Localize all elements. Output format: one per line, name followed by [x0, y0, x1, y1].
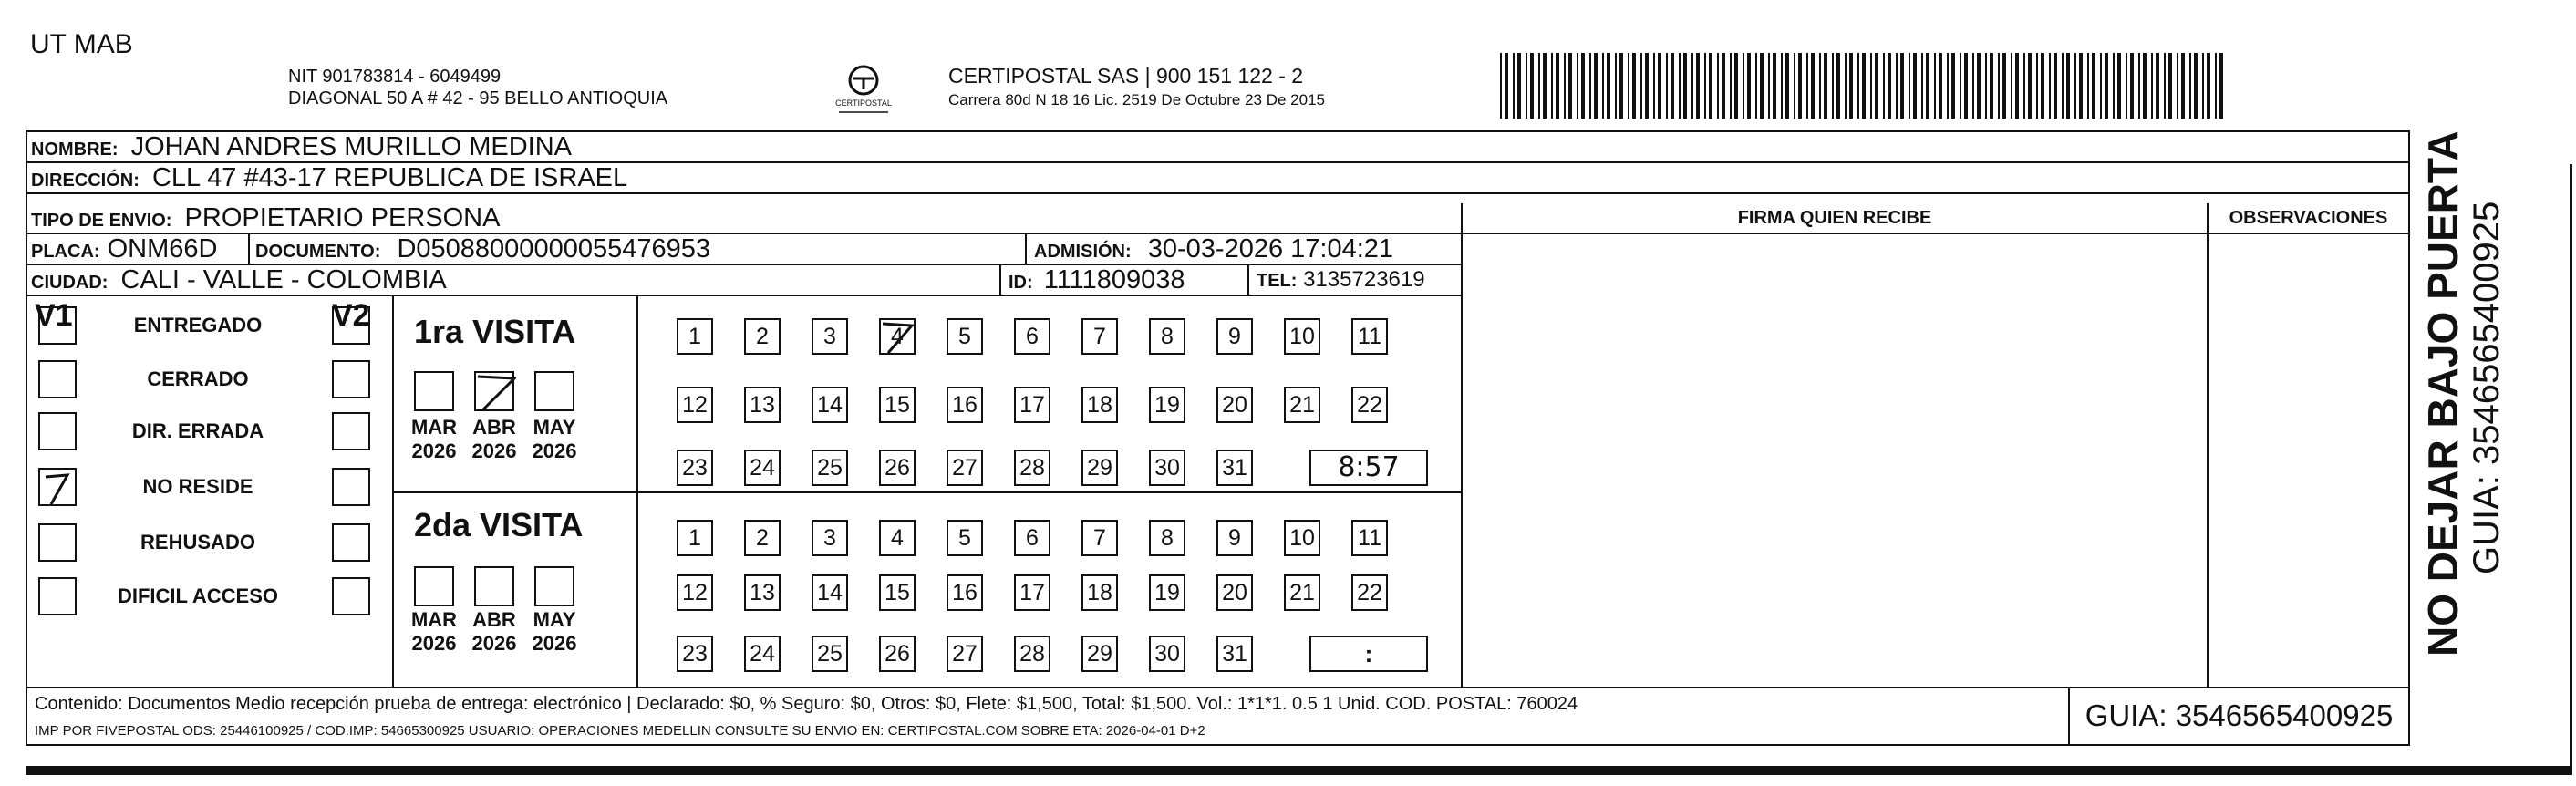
barcode-bar — [2105, 53, 2108, 119]
nombre-value: JOHAN ANDRES MURILLO MEDINA — [130, 132, 573, 161]
barcode-bar — [1934, 53, 1936, 119]
v2-checkbox[interactable] — [332, 360, 370, 398]
barcode-bar — [2113, 53, 2115, 119]
divider — [1247, 265, 1249, 296]
day-box[interactable]: 20 — [1216, 387, 1253, 423]
day-box[interactable]: 12 — [677, 574, 713, 611]
barcode-bar — [1538, 53, 1540, 119]
barcode-bar — [1556, 53, 1559, 119]
barcode-bar — [1857, 53, 1859, 119]
barcode-bar — [2181, 53, 2185, 119]
day-box[interactable]: 4 — [879, 318, 916, 355]
barcode-bar — [1977, 53, 1981, 119]
day-box[interactable]: 4 — [879, 520, 916, 556]
barcode-bar — [1888, 53, 1891, 119]
month-label: ABR 2026 — [471, 608, 517, 655]
barcode-bar — [2002, 53, 2006, 119]
nombre-label: NOMBRE: — [31, 140, 119, 160]
v2-checkbox[interactable] — [332, 523, 370, 562]
barcode-bar — [1926, 53, 1929, 119]
barcode-bar — [2074, 53, 2076, 119]
checkmark-icon — [879, 318, 916, 355]
status-label: ENTREGADO — [133, 314, 263, 336]
barcode-bar — [1875, 53, 1878, 119]
barcode-bar — [1798, 53, 1802, 119]
admision-cell — [1027, 234, 1393, 265]
barcode-bar — [1722, 53, 1725, 119]
placa-label: PLACA: — [31, 242, 100, 262]
company-address: DIAGONAL 50 A # 42 - 95 BELLO ANTIOQUIA — [288, 88, 668, 109]
day-box[interactable]: 20 — [1216, 574, 1253, 611]
barcode-bar — [1824, 53, 1827, 119]
row-nombre — [27, 132, 2408, 163]
barcode-bar — [1594, 53, 1598, 119]
barcode-bar — [2100, 53, 2102, 119]
status-label: CERRADO — [147, 367, 249, 390]
barcode-bar — [1896, 53, 1898, 119]
barcode-bar — [2036, 53, 2038, 119]
ciudad-value: CALI - VALLE - COLOMBIA — [120, 265, 447, 295]
checkmark-icon — [40, 470, 77, 506]
day-box[interactable]: 28 — [1014, 450, 1050, 486]
divider — [1025, 234, 1027, 265]
day-box[interactable]: 7 — [1081, 520, 1118, 556]
barcode-bar — [1755, 53, 1757, 119]
direccion-value: CLL 47 #43-17 REPUBLICA DE ISRAEL — [151, 163, 628, 192]
day-box[interactable]: 22 — [1351, 387, 1388, 423]
divider — [2207, 203, 2209, 687]
carrier-name: CERTIPOSTAL SAS | 900 151 122 - 2 — [948, 64, 1304, 88]
barcode-bar — [1666, 53, 1668, 119]
day-box[interactable]: 18 — [1081, 574, 1118, 611]
side-warning: NO DEJAR BAJO PUERTA — [2419, 130, 2467, 657]
day-box[interactable]: 5 — [947, 318, 983, 355]
barcode-bar — [1517, 53, 1521, 119]
barcode-bar — [1760, 53, 1764, 119]
barcode-bar — [2207, 53, 2210, 119]
v2-checkbox[interactable] — [332, 306, 370, 345]
second-visit-title: 2da VISITA — [414, 506, 584, 543]
barcode-bar — [1811, 53, 1815, 119]
v1-checkbox[interactable] — [38, 523, 77, 562]
day-box[interactable]: 24 — [744, 450, 781, 486]
v2-checkbox[interactable] — [332, 577, 370, 615]
v1-checkbox[interactable] — [38, 360, 77, 398]
barcode-bar — [1747, 53, 1751, 119]
month-checkbox[interactable] — [474, 371, 514, 411]
second-visit-time[interactable]: : — [1309, 636, 1428, 672]
barcode-bar — [1615, 53, 1617, 119]
v1-checkbox[interactable] — [38, 577, 77, 615]
barcode-bar — [1870, 53, 1872, 119]
barcode-bar — [1794, 53, 1795, 119]
barcode-bar — [1500, 53, 1502, 119]
barcode-bar — [2041, 53, 2044, 119]
day-box[interactable]: 13 — [744, 574, 781, 611]
barcode-bar — [1632, 53, 1636, 119]
day-box[interactable]: 3 — [812, 318, 848, 355]
barcode-bar — [1972, 53, 1974, 119]
v1-checkbox[interactable] — [38, 468, 77, 506]
barcode-bar — [1998, 53, 2000, 119]
month-checkbox[interactable] — [534, 566, 574, 606]
day-box[interactable]: 12 — [677, 387, 713, 423]
barcode-bar — [1730, 53, 1732, 119]
barcode-bar — [1564, 53, 1566, 119]
day-box[interactable]: 29 — [1081, 636, 1118, 672]
day-box[interactable]: 31 — [1216, 450, 1253, 486]
row-tipo — [27, 203, 1461, 234]
day-box[interactable]: 9 — [1216, 318, 1253, 355]
v2-checkbox[interactable] — [332, 412, 370, 450]
divider — [1461, 203, 1463, 687]
barcode-bar — [2168, 53, 2172, 119]
barcode-bar — [2202, 53, 2204, 119]
barcode-bar — [1845, 53, 1847, 119]
barcode-bar — [1819, 53, 1821, 119]
day-box[interactable]: 26 — [879, 450, 916, 486]
barcode-bar — [2062, 53, 2064, 119]
month-label: MAY 2026 — [532, 608, 577, 655]
day-box[interactable]: 16 — [947, 574, 983, 611]
admision-label: ADMISIÓN: — [1034, 242, 1132, 262]
tipo-label: TIPO DE ENVIO: — [31, 211, 172, 231]
documento-cell — [250, 234, 710, 265]
company-name: UT MAB — [30, 29, 133, 59]
barcode-bar — [1568, 53, 1572, 119]
divider — [27, 687, 2408, 688]
day-box[interactable]: 15 — [879, 574, 916, 611]
month-checkbox[interactable] — [474, 566, 514, 606]
barcode-bar — [1526, 53, 1527, 119]
day-box[interactable]: 25 — [812, 636, 848, 672]
day-box[interactable]: 23 — [677, 636, 713, 672]
observaciones-header: OBSERVACIONES — [2229, 208, 2388, 228]
day-box[interactable]: 5 — [947, 520, 983, 556]
barcode-bar — [1883, 53, 1885, 119]
barcode-bar — [1947, 53, 1949, 119]
day-box[interactable]: 31 — [1216, 636, 1253, 672]
status-label: NO RESIDE — [142, 475, 253, 498]
divider — [392, 491, 1461, 493]
divider — [248, 234, 250, 265]
direccion-label: DIRECCIÓN: — [31, 171, 140, 191]
day-box[interactable]: 9 — [1216, 520, 1253, 556]
month-label: ABR 2026 — [471, 416, 517, 462]
logo-lettering: CERTIPOSTAL — [835, 98, 892, 108]
certipostal-logo — [832, 64, 895, 117]
barcode-bar — [2126, 53, 2127, 119]
firma-header: FIRMA QUIEN RECIBE — [1737, 208, 1932, 228]
barcode-bar — [1909, 53, 1910, 119]
barcode-bar — [1785, 53, 1789, 119]
documento-value: D05088000000055476953 — [397, 234, 710, 264]
barcode-bar — [2049, 53, 2051, 119]
day-box[interactable]: 11 — [1351, 520, 1388, 556]
first-visit-time[interactable]: 8:57 — [1309, 450, 1428, 486]
barcode-bar — [1773, 53, 1776, 119]
day-box[interactable]: 22 — [1351, 574, 1388, 611]
barcode — [1500, 53, 2225, 119]
tel-label: TEL: — [1257, 271, 1298, 291]
id-cell — [1001, 265, 1185, 296]
status-label: REHUSADO — [140, 531, 255, 553]
barcode-bar — [2092, 53, 2095, 119]
day-box[interactable]: 13 — [744, 387, 781, 423]
day-box[interactable]: 30 — [1149, 450, 1185, 486]
barcode-bar — [1607, 53, 1610, 119]
tipo-value: PROPIETARIO PERSONA — [184, 203, 501, 233]
barcode-bar — [1900, 53, 1904, 119]
guide-form — [26, 130, 2410, 746]
day-box[interactable]: 2 — [744, 520, 781, 556]
barcode-bar — [2156, 53, 2159, 119]
barcode-bar — [2079, 53, 2083, 119]
barcode-bar — [1990, 53, 1993, 119]
day-box[interactable]: 6 — [1014, 318, 1050, 355]
barcode-bar — [1602, 53, 1604, 119]
day-box[interactable]: 7 — [1081, 318, 1118, 355]
barcode-bar — [1717, 53, 1719, 119]
month-checkbox[interactable] — [414, 371, 454, 411]
documento-label: DOCUMENTO: — [255, 242, 381, 262]
day-box[interactable]: 17 — [1014, 574, 1050, 611]
barcode-bar — [2011, 53, 2012, 119]
barcode-bar — [1806, 53, 1808, 119]
barcode-bar — [2054, 53, 2057, 119]
barcode-bar — [2117, 53, 2121, 119]
barcode-bar — [2015, 53, 2019, 119]
month-checkbox[interactable] — [534, 371, 574, 411]
row-direccion — [27, 163, 2408, 194]
admision-value: 30-03-2026 17:04:21 — [1147, 234, 1394, 264]
barcode-bar — [2189, 53, 2191, 119]
barcode-bar — [1691, 53, 1693, 119]
v1-checkbox[interactable] — [38, 412, 77, 450]
barcode-bar — [2219, 53, 2223, 119]
v2-title: V2 — [332, 298, 370, 333]
side-guia: GUIA: 3546565400925 — [2467, 201, 2507, 574]
day-box[interactable]: 15 — [879, 387, 916, 423]
day-box[interactable]: 11 — [1351, 318, 1388, 355]
day-box[interactable]: 19 — [1149, 387, 1185, 423]
barcode-bar — [1628, 53, 1629, 119]
barcode-bar — [2151, 53, 2153, 119]
month-checkbox[interactable] — [414, 566, 454, 606]
barcode-bar — [2130, 53, 2134, 119]
day-box[interactable]: 3 — [812, 520, 848, 556]
barcode-bar — [1832, 53, 1834, 119]
barcode-bar — [1921, 53, 1923, 119]
day-box[interactable]: 1 — [677, 520, 713, 556]
month-label: MAR 2026 — [410, 608, 458, 655]
barcode-bar — [1743, 53, 1744, 119]
day-box[interactable]: 21 — [1284, 387, 1320, 423]
first-visit-title: 1ra VISITA — [414, 313, 576, 350]
day-box[interactable]: 19 — [1149, 574, 1185, 611]
day-box[interactable]: 26 — [879, 636, 916, 672]
day-box[interactable]: 25 — [812, 450, 848, 486]
status-label: DIFICIL ACCESO — [117, 584, 278, 607]
v1-title: V1 — [35, 298, 73, 333]
day-box[interactable]: 1 — [677, 318, 713, 355]
day-box[interactable]: 21 — [1284, 574, 1320, 611]
carrier-license: Carrera 80d N 18 16 Lic. 2519 De Octubre 23 De 2015 — [948, 91, 1325, 109]
v1-checkbox[interactable] — [38, 306, 77, 345]
month-label: MAR 2026 — [410, 416, 458, 462]
barcode-bar — [1645, 53, 1649, 119]
v2-checkbox[interactable] — [332, 468, 370, 506]
barcode-bar — [1985, 53, 1987, 119]
barcode-bar — [1589, 53, 1591, 119]
barcode-bar — [1960, 53, 1961, 119]
day-box[interactable]: 24 — [744, 636, 781, 672]
tel-cell — [1249, 265, 1425, 296]
barcode-bar — [1551, 53, 1553, 119]
barcode-bar — [1939, 53, 1942, 119]
footer-content: Contenido: Documentos Medio recepción prueba de entrega: electrónico | Declarado: $0, % Seguro: $0, Otros: $0, Flete: $1,500, Total: $1,500. Vol.: 1*1*1. 0.5 1 Unid. COD. POSTAL: 760024 — [35, 694, 1578, 714]
tel-value: 3135723619 — [1303, 267, 1425, 292]
barcode-bar — [1704, 53, 1706, 119]
barcode-bar — [1679, 53, 1681, 119]
divider — [1461, 233, 2408, 234]
day-box[interactable]: 8 — [1149, 520, 1185, 556]
company-nit: NIT 901783814 - 6049499 — [288, 67, 502, 87]
barcode-bar — [1530, 53, 1534, 119]
barcode-bar — [1951, 53, 1955, 119]
barcode-bar — [1581, 53, 1585, 119]
day-box[interactable]: 30 — [1149, 636, 1185, 672]
barcode-bar — [2143, 53, 2147, 119]
barcode-bar — [1543, 53, 1547, 119]
barcode-bar — [1913, 53, 1917, 119]
barcode-bar — [1768, 53, 1770, 119]
barcode-bar — [1709, 53, 1712, 119]
day-box[interactable]: 29 — [1081, 450, 1118, 486]
day-box[interactable]: 14 — [812, 574, 848, 611]
barcode-bar — [1836, 53, 1840, 119]
day-box[interactable]: 10 — [1284, 318, 1320, 355]
barcode-bar — [2023, 53, 2025, 119]
barcode-bar — [1671, 53, 1674, 119]
id-value: 1111809038 — [1043, 265, 1185, 295]
barcode-bar — [1653, 53, 1655, 119]
barcode-bar — [2177, 53, 2178, 119]
barcode-bar — [1683, 53, 1687, 119]
barcode-bar — [1505, 53, 1508, 119]
footer-guia: GUIA: 3546565400925 — [2068, 687, 2408, 746]
month-label: MAY 2026 — [532, 416, 577, 462]
checkmark-icon — [476, 373, 516, 413]
barcode-bar — [1619, 53, 1623, 119]
barcode-bar — [2164, 53, 2166, 119]
barcode-bar — [2087, 53, 2089, 119]
day-box[interactable]: 27 — [947, 636, 983, 672]
bottom-bar — [26, 766, 2570, 775]
barcode-bar — [1849, 53, 1853, 119]
barcode-bar — [1513, 53, 1515, 119]
barcode-bar — [1640, 53, 1642, 119]
barcode-bar — [2215, 53, 2217, 119]
day-box[interactable]: 17 — [1014, 387, 1050, 423]
barcode-bar — [1734, 53, 1738, 119]
day-box[interactable]: 2 — [744, 318, 781, 355]
placa-value: ONM66D — [107, 234, 218, 264]
barcode-bar — [2194, 53, 2198, 119]
day-box[interactable]: 27 — [947, 450, 983, 486]
day-box[interactable]: 16 — [947, 387, 983, 423]
day-box[interactable]: 28 — [1014, 636, 1050, 672]
divider — [999, 265, 1001, 296]
id-label: ID: — [1009, 273, 1033, 293]
status-label: DIR. ERRADA — [131, 419, 264, 442]
ciudad-label: CIUDAD: — [31, 273, 109, 293]
barcode-bar — [1964, 53, 1968, 119]
barcode-bar — [1658, 53, 1661, 119]
barcode-bar — [1781, 53, 1783, 119]
barcode-bar — [1696, 53, 1700, 119]
day-box[interactable]: 6 — [1014, 520, 1050, 556]
barcode-bar — [1862, 53, 1866, 119]
day-box[interactable]: 14 — [812, 387, 848, 423]
barcode-bar — [2138, 53, 2140, 119]
footer-imp: IMP POR FIVEPOSTAL ODS: 25446100925 / COD.IMP: 54665300925 USUARIO: OPERACIONES MEDELLIN CONSULTE SU ENVIO EN: CERTIPOSTAL.COM SOBRE ETA: 2026-04-01 D+2 — [35, 723, 1205, 739]
day-box[interactable]: 10 — [1284, 520, 1320, 556]
barcode-bar — [1577, 53, 1578, 119]
barcode-bar — [2066, 53, 2070, 119]
day-box[interactable]: 8 — [1149, 318, 1185, 355]
day-box[interactable]: 23 — [677, 450, 713, 486]
row-ciudad — [27, 265, 1461, 296]
barcode-bar — [2028, 53, 2032, 119]
day-box[interactable]: 18 — [1081, 387, 1118, 423]
right-edge — [2570, 164, 2572, 775]
